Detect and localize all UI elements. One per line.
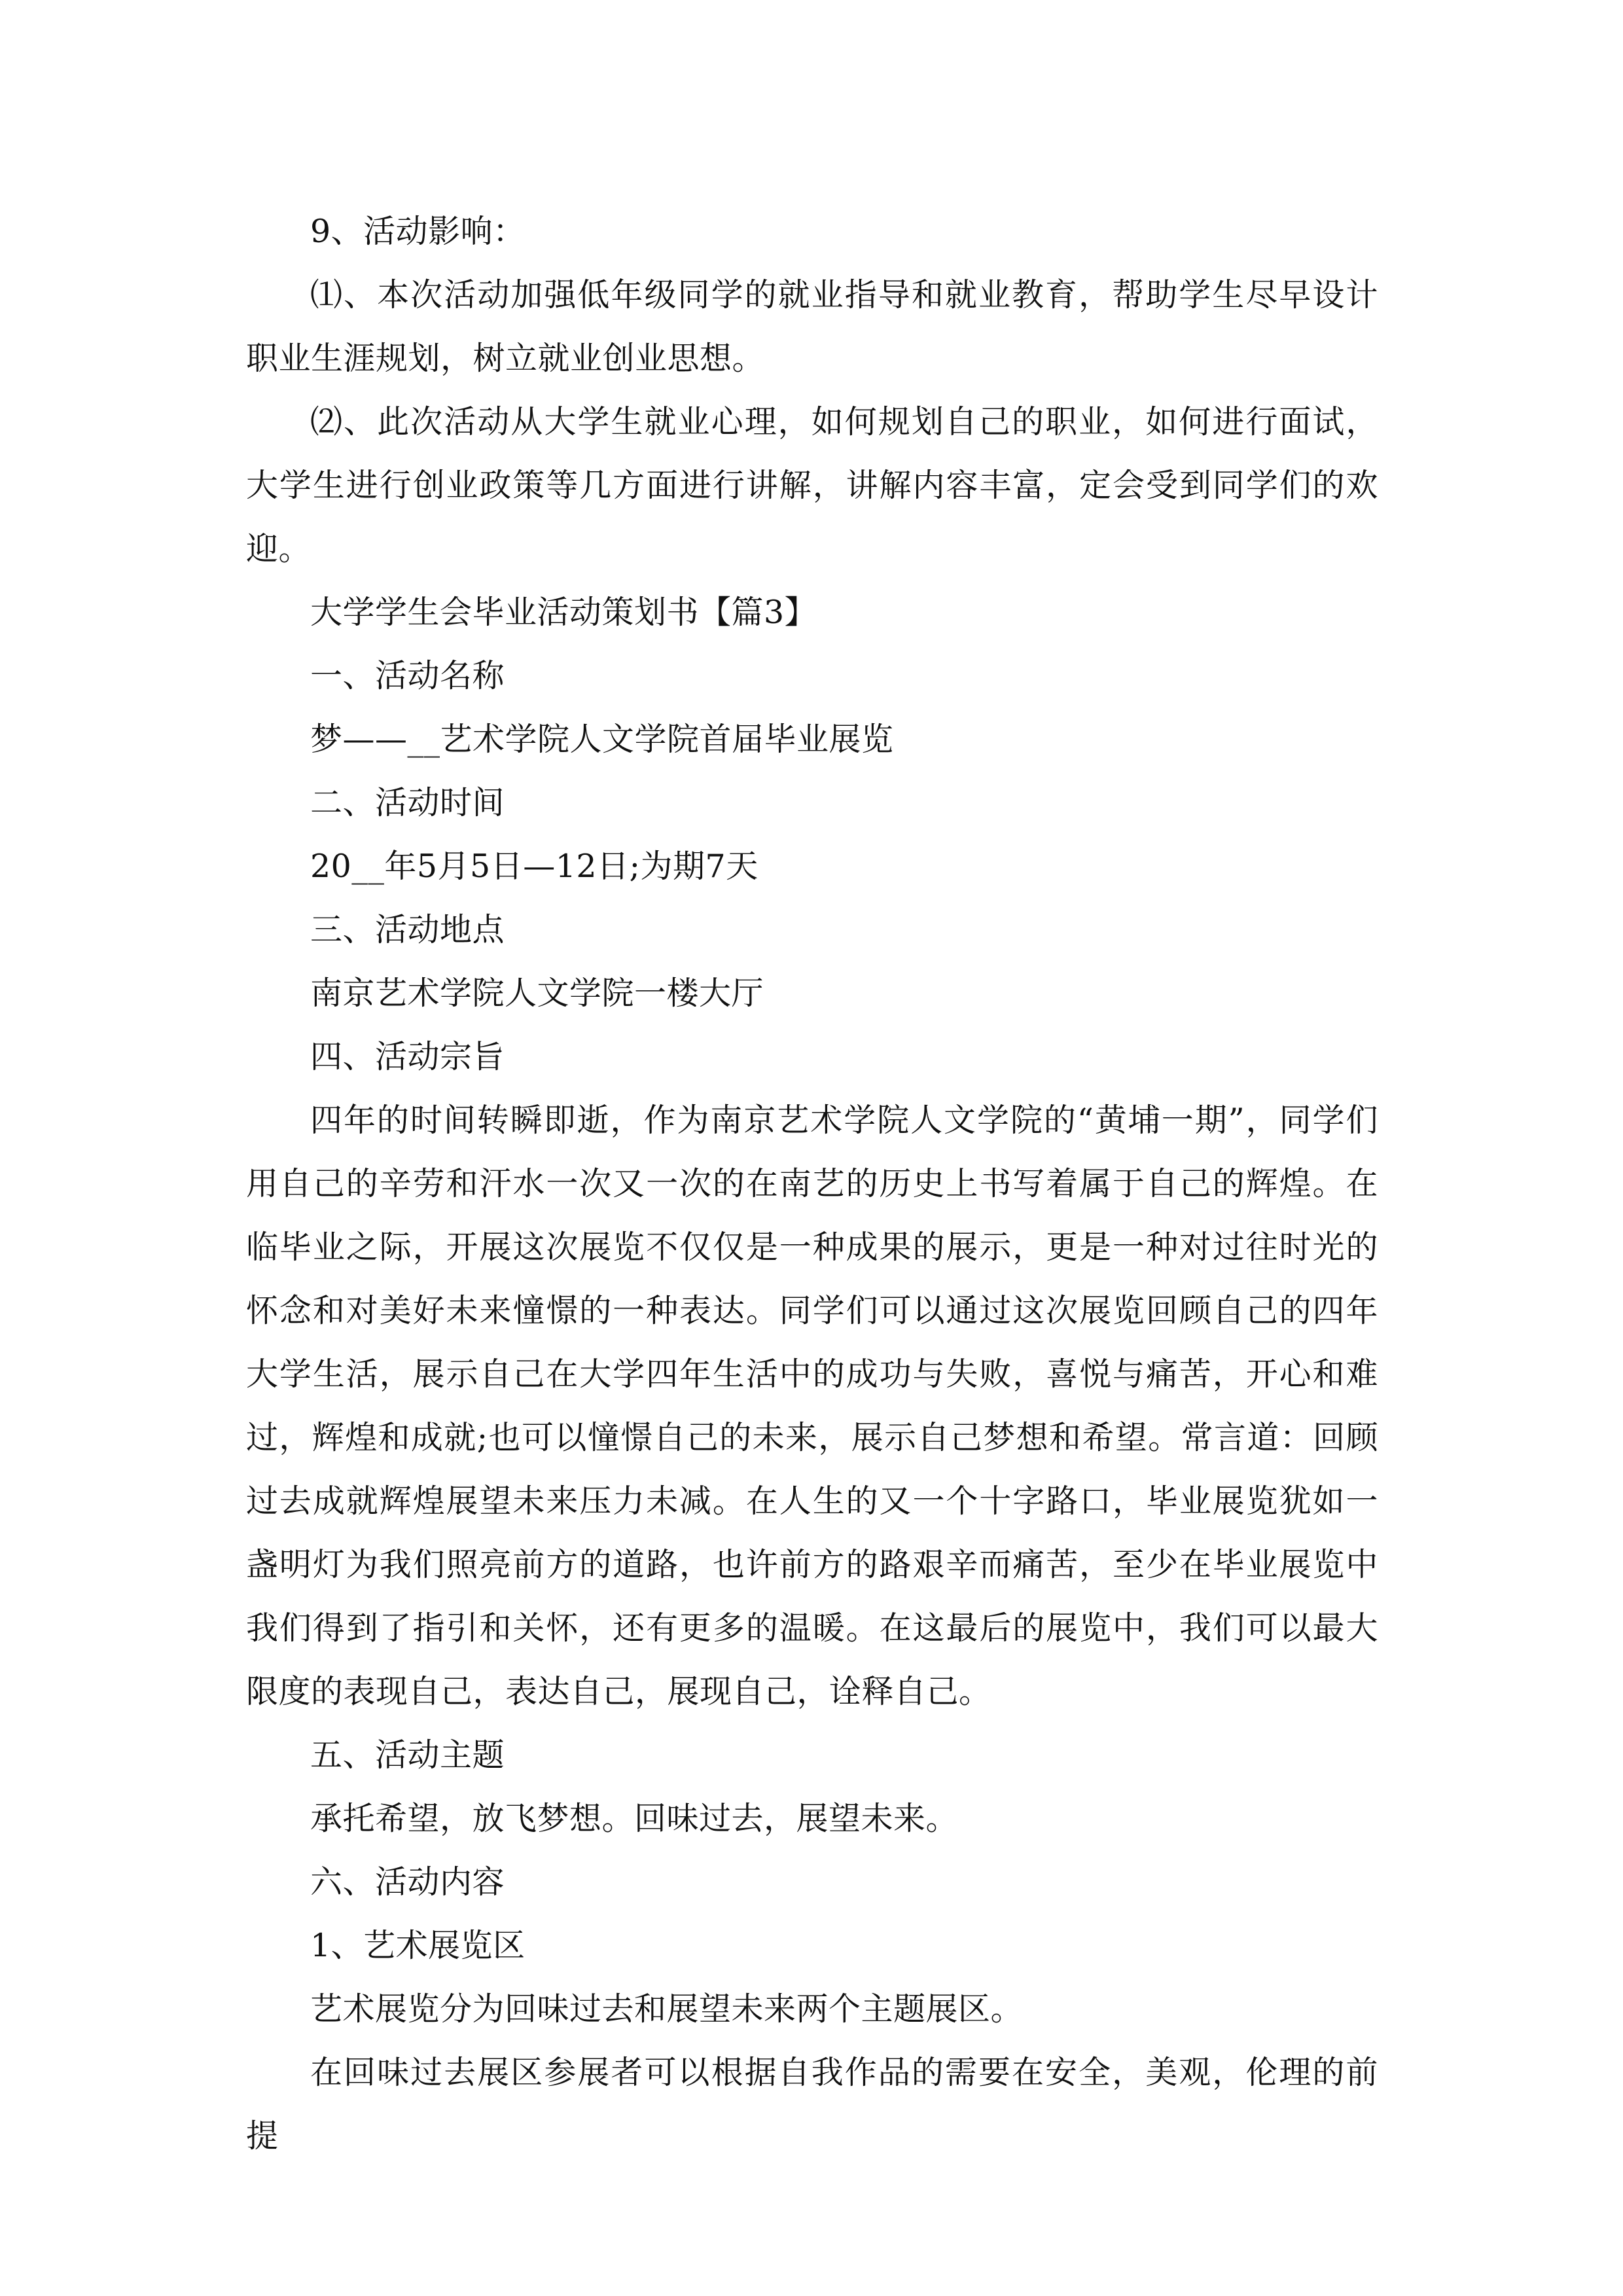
paragraph-activity-purpose: 四年的时间转瞬即逝，作为南京艺术学院人文学院的“黄埔一期”，同学们用自己的辛劳和汗水一次又一次的在南艺的历史上书写着属于自己的辉煌。在临毕业之际，开展这次展览不仅仅是一种成果的展示，更是一种对过往时光的怀念和对美好未来憧憬的一种表达。同学们可以通过这次展览回顾自己的四年大学生活，展示自己在大学四年生活中的成功与失败，喜悦与痛苦，开心和难过，辉煌和成就;也可以憧憬自己的未来，展示自己梦想和希望。常言道：回顾过去成就辉煌展望未来压力未减。在人生的又一个十字路口，毕业展览犹如一盏明灯为我们照亮前方的道路，也许前方的路艰辛而痛苦，至少在毕业展览中我们得到了指引和关怀，还有更多的温暖。在这最后的展览中，我们可以最大限度的表现自己，表达自己，展现自己，诠释自己。	[246, 1102, 1378, 1710]
heading-activity-purpose: 四、活动宗旨	[310, 1038, 505, 1075]
paragraph-activity-location: 南京艺术学院人文学院一楼大厅	[310, 975, 764, 1012]
heading-art-exhibition-area: 1、艺术展览区	[310, 1927, 526, 1964]
document-body	[246, 200, 1378, 2168]
section-title-plan-3: 大学学生会毕业活动策划书【篇3】	[310, 594, 817, 631]
paragraph-activity-theme: 承托希望，放飞梦想。回味过去，展望未来。	[310, 1800, 959, 1837]
heading-activity-name: 一、活动名称	[310, 657, 505, 694]
paragraph-activity-name: 梦——__艺术学院人文学院首届毕业展览	[310, 721, 894, 758]
paragraph-activity-time: 20__年5月5日—12日;为期7天	[310, 848, 758, 885]
paragraph-art-exhibition-description: 艺术展览分为回味过去和展望未来两个主题展区。	[310, 1990, 1024, 2028]
heading-activity-time: 二、活动时间	[310, 784, 505, 821]
heading-activity-content: 六、活动内容	[310, 1863, 505, 1901]
paragraph-impact-item-1: ⑴、本次活动加强低年级同学的就业指导和就业教育，帮助学生尽早设计职业生涯规划，树立就业创业思想。	[246, 276, 1378, 377]
heading-activity-location: 三、活动地点	[310, 911, 505, 948]
paragraph-activity-impact-heading: 9、活动影响：	[310, 213, 526, 250]
heading-activity-theme: 五、活动主题	[310, 1736, 505, 1774]
paragraph-impact-item-2: ⑵、此次活动从大学生就业心理，如何规划自己的职业，如何进行面试，大学生进行创业政策等几方面进行讲解，讲解内容丰富，定会受到同学们的欢迎。	[246, 403, 1378, 567]
paragraph-review-area-details: 在回味过去展区参展者可以根据自我作品的需要在安全，美观，伦理的前提	[246, 2054, 1378, 2155]
